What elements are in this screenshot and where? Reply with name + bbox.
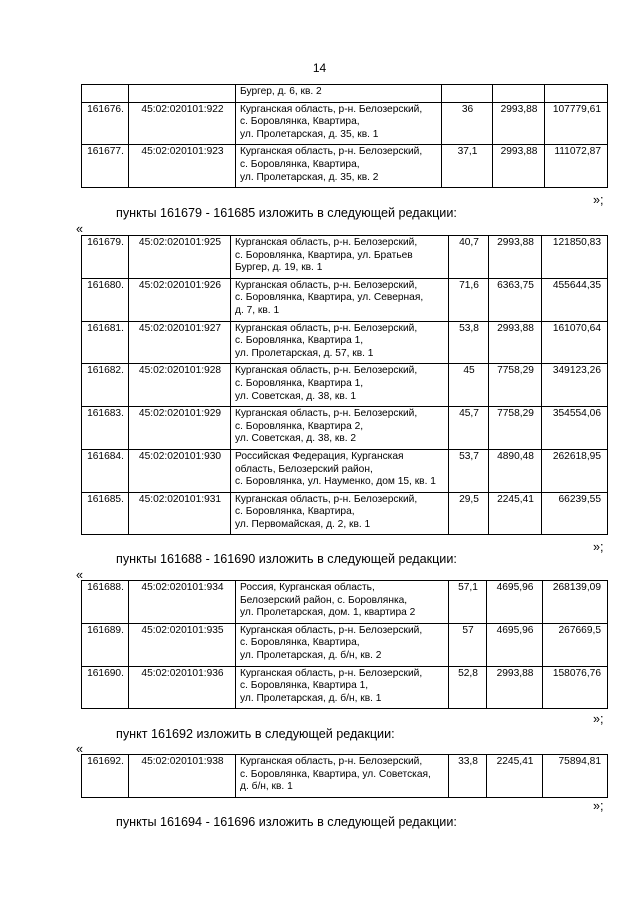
cadastral-number-cell: 45:02:020101:938 — [129, 755, 236, 798]
address-line: с. Боровлянка, Квартира 1, — [235, 377, 364, 389]
area-cell: 57,1 — [449, 581, 487, 624]
address-line: с. Боровлянка, Квартира, ул. Советская, — [240, 768, 431, 780]
cadastral-value-cell: 75894,81 — [543, 755, 608, 798]
area-cell: 71,6 — [449, 278, 489, 321]
paragraph-instruction: пункты 161679 - 161685 изложить в следующей редакции: — [116, 206, 457, 220]
address-line: ул. Пролетарская, д. 35, кв. 1 — [240, 128, 379, 140]
area-cell — [442, 85, 493, 103]
address-line: с. Боровлянка, Квартира 1, — [240, 680, 369, 692]
address-line: Российская Федерация, Курганская — [235, 450, 404, 462]
cadastral-value-cell: 66239,55 — [542, 492, 608, 535]
table-row — [82, 755, 608, 798]
price-cell: 2993,88 — [487, 666, 543, 709]
area-cell: 45 — [449, 364, 489, 407]
address-line: с. Боровлянка, Квартира, ул. Северная, — [235, 292, 424, 304]
address-cell — [231, 407, 449, 450]
address-line: д. 7, кв. 1 — [235, 304, 280, 316]
paragraph-instruction: пункт 161692 изложить в следующей редакции: — [116, 727, 395, 741]
cadastral-value-cell: 121850,83 — [542, 236, 608, 279]
address-line: с. Боровлянка, Квартира, — [240, 116, 360, 128]
registry-table — [81, 235, 608, 535]
cadastral-value-cell: 354554,06 — [542, 407, 608, 450]
price-cell: 2245,41 — [489, 492, 542, 535]
address-line: ул. Советская, д. 38, кв. 1 — [235, 390, 357, 402]
item-number-cell: 161676. — [82, 102, 129, 145]
opening-quote: « — [76, 222, 84, 236]
table-row — [82, 666, 608, 709]
table-row — [82, 581, 608, 624]
address-line: Курганская область, р-н. Белозерский, — [235, 279, 418, 291]
price-cell: 2993,88 — [493, 102, 545, 145]
area-cell: 36 — [442, 102, 493, 145]
opening-quote: « — [76, 568, 84, 582]
cadastral-value-cell: 107779,61 — [545, 102, 608, 145]
address-line: ул. Пролетарская, д. 57, кв. 1 — [235, 347, 374, 359]
cadastral-number-cell: 45:02:020101:925 — [129, 236, 231, 279]
opening-quote: « — [76, 742, 84, 756]
table-row — [82, 102, 608, 145]
closing-quote: »; — [593, 712, 604, 726]
cadastral-number-cell: 45:02:020101:934 — [129, 581, 236, 624]
address-line: Курганская область, р-н. Белозерский, — [235, 408, 418, 420]
item-number-cell: 161685. — [82, 492, 129, 535]
item-number-cell: 161680. — [82, 278, 129, 321]
item-number-cell: 161677. — [82, 145, 129, 188]
cadastral-number-cell: 45:02:020101:923 — [129, 145, 236, 188]
price-cell: 2993,88 — [493, 145, 545, 188]
address-cell — [236, 755, 449, 798]
price-cell: 4695,96 — [487, 623, 543, 666]
address-line: Курганская область, р-н. Белозерский, — [240, 146, 423, 158]
area-cell: 45,7 — [449, 407, 489, 450]
item-number-cell: 161688. — [82, 581, 129, 624]
address-line: с. Боровлянка, Квартира 1, — [235, 335, 364, 347]
price-cell: 2993,88 — [489, 236, 542, 279]
item-number-cell: 161679. — [82, 236, 129, 279]
table-row — [82, 236, 608, 279]
address-line: д. б/н, кв. 1 — [240, 781, 293, 793]
address-cell — [231, 492, 449, 535]
cadastral-value-cell: 111072,87 — [545, 145, 608, 188]
table-row — [82, 407, 608, 450]
area-cell: 33,8 — [449, 755, 487, 798]
paragraph-instruction: пункты 161694 - 161696 изложить в следующей редакции: — [116, 815, 457, 829]
address-line: ул. Первомайская, д. 2, кв. 1 — [235, 518, 371, 530]
address-cell — [236, 666, 449, 709]
address-line: ул. Советская, д. 38, кв. 2 — [235, 433, 357, 445]
registry-table — [81, 754, 608, 798]
address-line: с. Боровлянка, ул. Науменко, дом 15, кв. 1 — [235, 476, 436, 488]
page-number: 14 — [312, 61, 327, 75]
address-line: ул. Пролетарская, д. 35, кв. 2 — [240, 171, 379, 183]
price-cell: 4890,48 — [489, 449, 542, 492]
price-cell: 6363,75 — [489, 278, 542, 321]
closing-quote: »; — [593, 193, 604, 207]
address-line: Бургер, д. 19, кв. 1 — [235, 262, 323, 274]
area-cell: 37,1 — [442, 145, 493, 188]
address-line: Курганская область, р-н. Белозерский, — [235, 493, 418, 505]
address-cell — [231, 236, 449, 279]
area-cell: 29,5 — [449, 492, 489, 535]
address-cell — [236, 85, 442, 103]
address-cell — [231, 321, 449, 364]
paragraph-instruction: пункты 161688 - 161690 изложить в следующей редакции: — [116, 552, 457, 566]
price-cell: 7758,29 — [489, 364, 542, 407]
address-cell — [231, 278, 449, 321]
address-line: Курганская область, р-н. Белозерский, — [240, 624, 423, 636]
table-row — [82, 623, 608, 666]
cadastral-value-cell: 262618,95 — [542, 449, 608, 492]
item-number-cell: 161692. — [82, 755, 129, 798]
cadastral-number-cell: 45:02:020101:936 — [129, 666, 236, 709]
cadastral-number-cell: 45:02:020101:928 — [129, 364, 231, 407]
price-cell: 4695,96 — [487, 581, 543, 624]
closing-quote: »; — [593, 540, 604, 554]
table-row — [82, 492, 608, 535]
cadastral-number-cell: 45:02:020101:931 — [129, 492, 231, 535]
item-number-cell: 161682. — [82, 364, 129, 407]
price-cell: 2993,88 — [489, 321, 542, 364]
address-cell — [236, 102, 442, 145]
address-line: область, Белозерский район, — [235, 463, 373, 475]
item-number-cell: 161684. — [82, 449, 129, 492]
area-cell: 52,8 — [449, 666, 487, 709]
registry-table — [81, 84, 608, 188]
address-cell — [236, 145, 442, 188]
cadastral-value-cell: 455644,35 — [542, 278, 608, 321]
address-line: Курганская область, р-н. Белозерский, — [235, 322, 418, 334]
area-cell: 57 — [449, 623, 487, 666]
item-number-cell: 161681. — [82, 321, 129, 364]
table-row — [82, 449, 608, 492]
cadastral-number-cell: 45:02:020101:930 — [129, 449, 231, 492]
table-row — [82, 364, 608, 407]
area-cell: 53,8 — [449, 321, 489, 364]
closing-quote: »; — [593, 799, 604, 813]
price-cell: 2245,41 — [487, 755, 543, 798]
table-row — [82, 321, 608, 364]
cadastral-number-cell: 45:02:020101:922 — [129, 102, 236, 145]
price-cell — [493, 85, 545, 103]
table-row — [82, 85, 608, 103]
address-line: Курганская область, р-н. Белозерский, — [235, 237, 418, 248]
address-cell — [231, 364, 449, 407]
area-cell: 53,7 — [449, 449, 489, 492]
item-number-cell: 161690. — [82, 666, 129, 709]
address-line: Бургер, д. 6, кв. 2 — [240, 86, 322, 97]
cadastral-value-cell — [545, 85, 608, 103]
address-line: с. Боровлянка, Квартира, — [240, 637, 360, 649]
address-line: с. Боровлянка, Квартира, ул. Братьев — [235, 249, 413, 261]
item-number-cell: 161689. — [82, 623, 129, 666]
item-number-cell — [82, 85, 129, 103]
cadastral-value-cell: 267669,5 — [543, 623, 608, 666]
cadastral-number-cell: 45:02:020101:929 — [129, 407, 231, 450]
address-line: Курганская область, р-н. Белозерский, — [240, 756, 423, 767]
cadastral-value-cell: 158076,76 — [543, 666, 608, 709]
address-line: Курганская область, р-н. Белозерский, — [235, 365, 418, 377]
table-row — [82, 278, 608, 321]
address-line: Курганская область, р-н. Белозерский, — [240, 667, 423, 679]
address-cell — [231, 449, 449, 492]
address-cell — [236, 623, 449, 666]
address-line: Курганская область, р-н. Белозерский, — [240, 103, 423, 115]
address-line: ул. Пролетарская, д. б/н, кв. 1 — [240, 692, 382, 704]
address-line: ул. Пролетарская, дом. 1, квартира 2 — [240, 607, 416, 619]
address-line: ул. Пролетарская, д. б/н, кв. 2 — [240, 649, 382, 661]
address-line: с. Боровлянка, Квартира 2, — [235, 420, 364, 432]
price-cell: 7758,29 — [489, 407, 542, 450]
table-row — [82, 145, 608, 188]
address-line: с. Боровлянка, Квартира, — [235, 506, 355, 518]
cadastral-number-cell — [129, 85, 236, 103]
registry-table — [81, 580, 608, 709]
cadastral-number-cell: 45:02:020101:935 — [129, 623, 236, 666]
address-line: Россия, Курганская область, — [240, 582, 375, 593]
address-cell — [236, 581, 449, 624]
cadastral-value-cell: 161070,64 — [542, 321, 608, 364]
address-line: с. Боровлянка, Квартира, — [240, 158, 360, 170]
cadastral-value-cell: 349123,26 — [542, 364, 608, 407]
cadastral-value-cell: 268139,09 — [543, 581, 608, 624]
item-number-cell: 161683. — [82, 407, 129, 450]
cadastral-number-cell: 45:02:020101:927 — [129, 321, 231, 364]
cadastral-number-cell: 45:02:020101:926 — [129, 278, 231, 321]
area-cell: 40,7 — [449, 236, 489, 279]
address-line: Белозерский район, с. Боровлянка, — [240, 594, 408, 606]
